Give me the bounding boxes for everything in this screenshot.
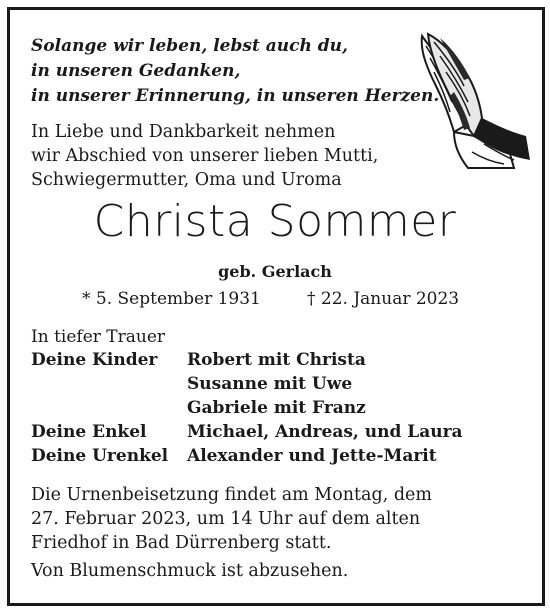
mourner-row — [31, 372, 463, 396]
mourner-names: Robert mit Christa — [187, 350, 366, 370]
mourning-intro: In tiefer Trauer — [31, 327, 166, 347]
mourner-row — [31, 396, 463, 420]
quote-line: Solange wir leben, lebst auch du, — [31, 36, 348, 56]
memorial-quote — [31, 34, 439, 109]
flowers-notice: Von Blumenschmuck ist abzusehen. — [31, 561, 349, 581]
burial-line: 27. Februar 2023, um 14 Uhr auf dem alten — [31, 509, 421, 529]
birth-date: * 5. September 1931 — [82, 289, 261, 309]
relation-label — [31, 396, 187, 420]
quote-line: in unseren Gedanken, — [31, 61, 241, 81]
mourner-row — [31, 348, 463, 372]
burial-notice — [31, 483, 432, 555]
relation-label: Deine Enkel — [31, 422, 147, 442]
deceased-name: Christa Sommer — [93, 196, 457, 247]
mourner-names: Gabriele mit Franz — [187, 398, 366, 418]
relation-label — [31, 372, 187, 396]
mourner-names: Alexander und Jette-Marit — [187, 446, 437, 466]
mourner-row — [31, 420, 463, 444]
burial-line: Die Urnenbeisetzung findet am Montag, dem — [31, 485, 432, 505]
mourner-row — [31, 444, 463, 468]
mourner-names: Michael, Andreas, und Laura — [187, 422, 463, 442]
death-date: † 22. Januar 2023 — [307, 289, 460, 309]
intro-line: wir Abschied von unserer lieben Mutti, — [31, 146, 379, 166]
relation-label: Deine Urenkel — [31, 446, 169, 466]
mourners-list — [31, 348, 463, 468]
intro-line: In Liebe und Dankbarkeit nehmen — [31, 122, 336, 142]
quote-line: in unserer Erinnerung, in unseren Herzen. — [31, 86, 440, 106]
maiden-name: geb. Gerlach — [218, 262, 332, 281]
relation-label: Deine Kinder — [31, 350, 158, 370]
farewell-intro — [31, 120, 378, 192]
intro-line: Schwiegermutter, Oma und Uroma — [31, 170, 342, 190]
burial-line: Friedhof in Bad Dürrenberg statt. — [31, 533, 332, 553]
praying-hands-icon — [410, 32, 532, 170]
mourner-names: Susanne mit Uwe — [187, 374, 353, 394]
